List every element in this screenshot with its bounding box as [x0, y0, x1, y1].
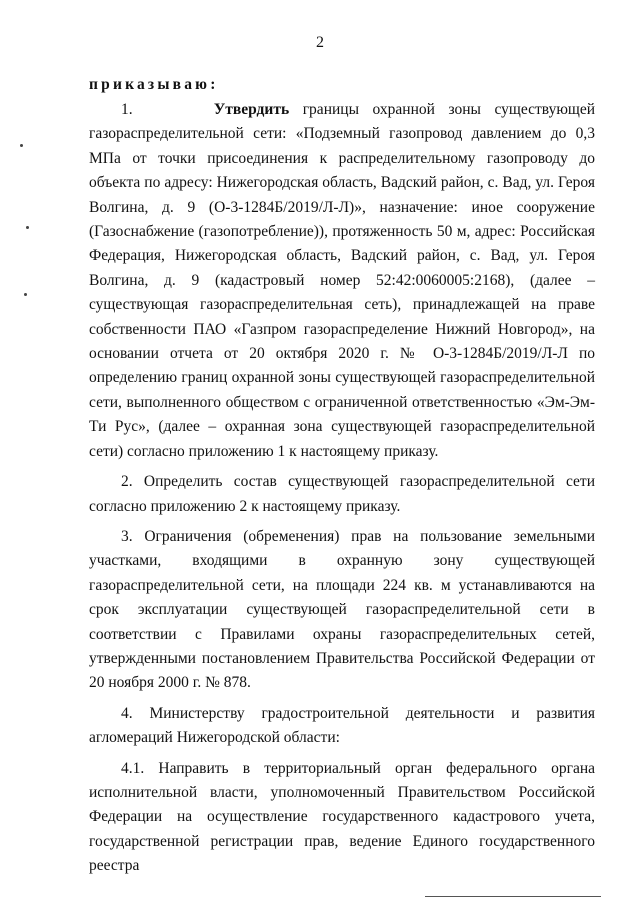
margin-mark — [20, 144, 23, 147]
paragraph-4: 4. Министерству градостроительной деятельности и развития агломераций Нижегородской области: — [89, 704, 595, 747]
page-number: 2 — [316, 34, 324, 51]
margin-mark — [24, 293, 27, 296]
paragraph-3: 3. Ограничения (обременения) прав на пользование земельными участками, входящими в охранную зону существующей газораспределительной сети, на площади 224 кв. м устанавливаются на срок эксплуатации существующей газораспределительной сети в соответствии с Правилами охраны газораспределительных сетей, утвержденными постановлением Правительства Российской Федерации от 20 ноября 2000 г. № 878. — [89, 527, 595, 692]
paragraph-2: 2. Определить состав существующей газораспределительной сети согласно приложению 2 к настоящему приказу. — [89, 473, 595, 515]
paragraph-4-1: 4.1. Направить в территориальный орган федерального органа исполнительной власти, уполномоченный Правительством Российской Федерации на осуществление государственного кадастрового учета, государственной регистрации прав, ведение Единого государственного реестра — [89, 759, 595, 875]
paragraph-1-number: 1. — [121, 101, 133, 118]
paragraph-1 — [89, 98, 595, 464]
paragraph-1-text: границы охранной зоны существующей газораспределительной сети: «Подземный газопровод давлением до 0,3 МПа от точки присоединения к распределительному газопроводу до объекта по адресу: Нижегородская область, Вадский район, с. Вад, ул. Героя Волгина, д. 9 (О-3-1284Б/2019/Л-Л)», назначение: иное сооружение (Газоснабжение (газопотребление)), протяженность 50 м, адрес: Российская Федерация, Нижегородская область, Вадский район, с. Вад, ул. Героя Волгина, д. 9 (кадастровый номер 52:42:0060005:2168), (далее – существующая газораспределительная сеть), принадлежащей на праве собственности ПАО «Газпром газораспределение Нижний Новгород», на основании отчета от 20 октября 2020 г. № О-3-1284Б/2019/Л-Л по определению границ охранной зоны существующей газораспределительной сети, выполненного обществом с ограниченной ответственностью «Эм-Эм-Ти Рус», (далее – охранная зона существующей газораспределительной сети) согласно приложению 1 к настоящему приказу. — [89, 101, 596, 460]
paragraph-1-lead: Утвердить — [213, 101, 290, 118]
margin-mark — [26, 226, 29, 229]
footer-rule — [425, 896, 601, 897]
document-body — [89, 98, 595, 879]
order-heading: приказываю: — [89, 76, 219, 93]
